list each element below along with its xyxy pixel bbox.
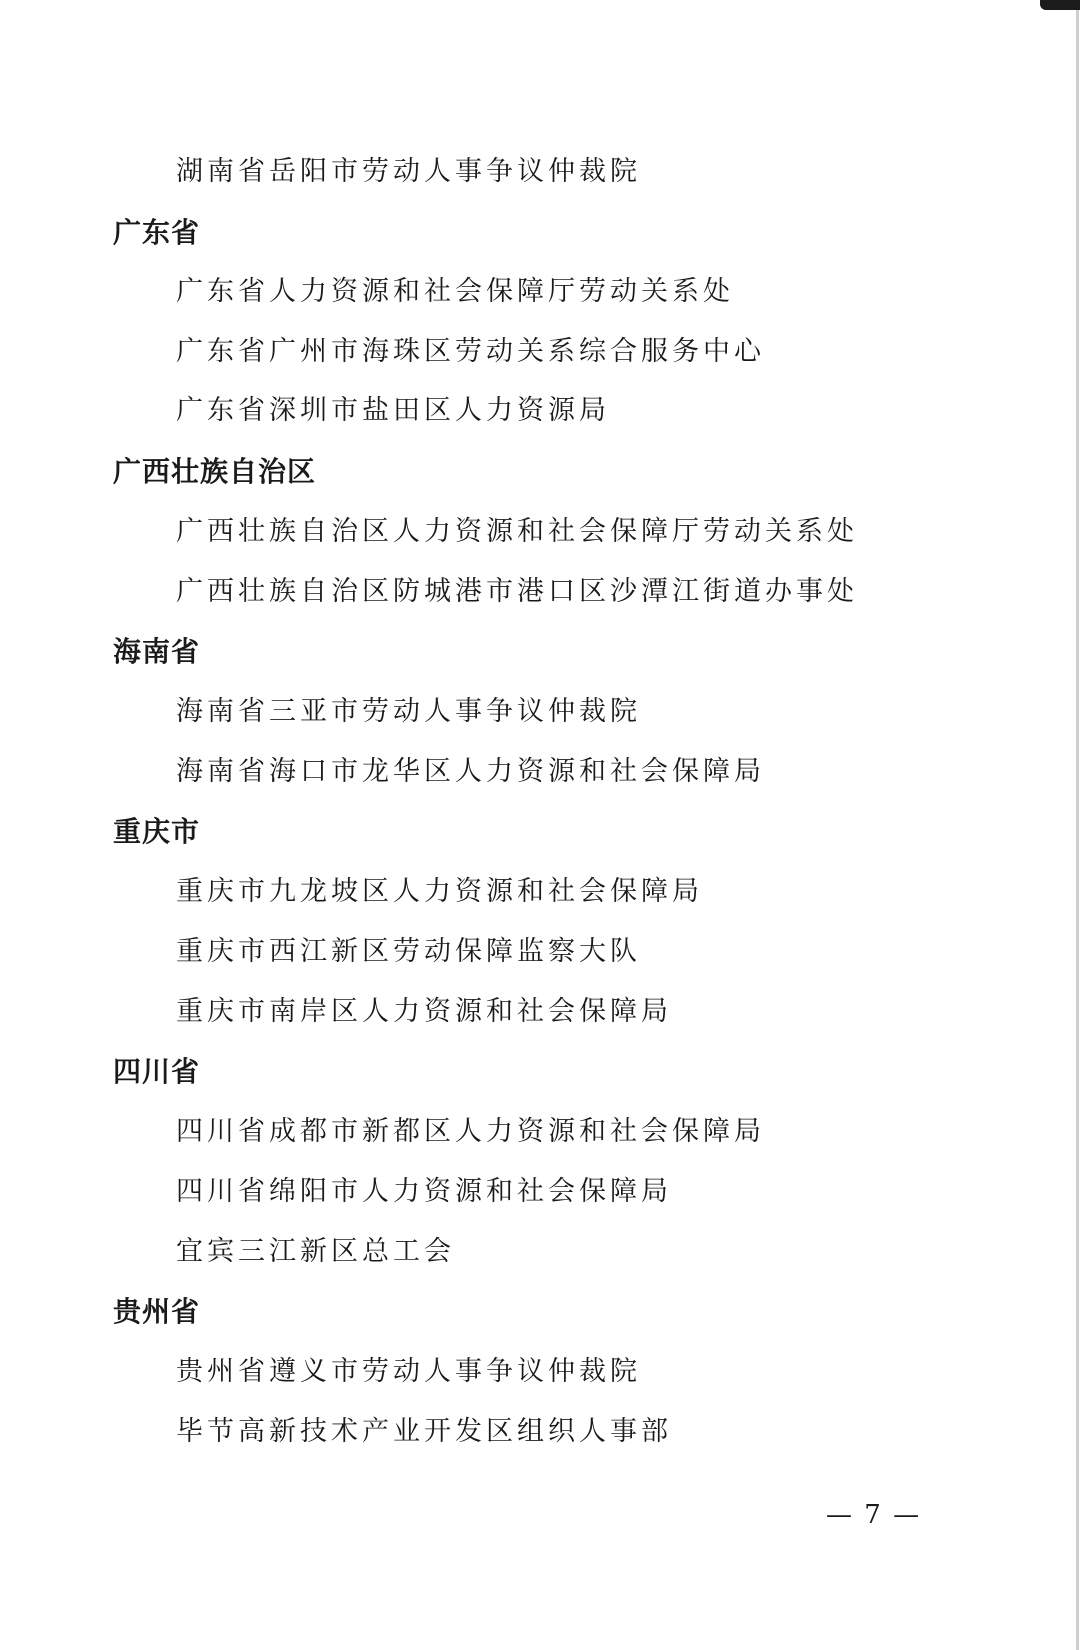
scan-corner-mark bbox=[1040, 0, 1080, 10]
list-item-organization: 四川省成都市新都区人力资源和社会保障局 bbox=[176, 1116, 765, 1147]
list-item-organization: 广东省人力资源和社会保障厅劳动关系处 bbox=[176, 276, 734, 307]
list-item-organization: 湖南省岳阳市劳动人事争议仲裁院 bbox=[176, 156, 641, 187]
list-item-organization: 广西壮族自治区防城港市港口区沙潭江街道办事处 bbox=[176, 576, 858, 607]
list-item-organization: 毕节高新技术产业开发区组织人事部 bbox=[176, 1416, 672, 1447]
section-heading-province: 广西壮族自治区 bbox=[113, 455, 317, 488]
scan-edge bbox=[1076, 0, 1079, 1650]
list-item-organization: 重庆市九龙坡区人力资源和社会保障局 bbox=[176, 876, 703, 907]
section-heading-province: 广东省 bbox=[113, 216, 201, 249]
section-heading-province: 四川省 bbox=[113, 1055, 201, 1088]
list-item-organization: 贵州省遵义市劳动人事争议仲裁院 bbox=[176, 1356, 641, 1387]
list-item-organization: 四川省绵阳市人力资源和社会保障局 bbox=[176, 1176, 672, 1207]
list-item-organization: 海南省海口市龙华区人力资源和社会保障局 bbox=[176, 756, 765, 787]
list-item-organization: 重庆市南岸区人力资源和社会保障局 bbox=[176, 996, 672, 1027]
list-item-organization: 广东省广州市海珠区劳动关系综合服务中心 bbox=[176, 336, 765, 367]
page-number: — 7 — bbox=[826, 1500, 922, 1530]
section-heading-province: 贵州省 bbox=[113, 1295, 201, 1328]
section-heading-province: 重庆市 bbox=[113, 815, 201, 848]
list-item-organization: 广东省深圳市盐田区人力资源局 bbox=[176, 395, 610, 426]
section-heading-province: 海南省 bbox=[113, 635, 201, 668]
list-item-organization: 宜宾三江新区总工会 bbox=[176, 1236, 455, 1267]
list-item-organization: 广西壮族自治区人力资源和社会保障厅劳动关系处 bbox=[176, 516, 858, 547]
list-item-organization: 重庆市西江新区劳动保障监察大队 bbox=[176, 936, 641, 967]
list-item-organization: 海南省三亚市劳动人事争议仲裁院 bbox=[176, 696, 641, 727]
